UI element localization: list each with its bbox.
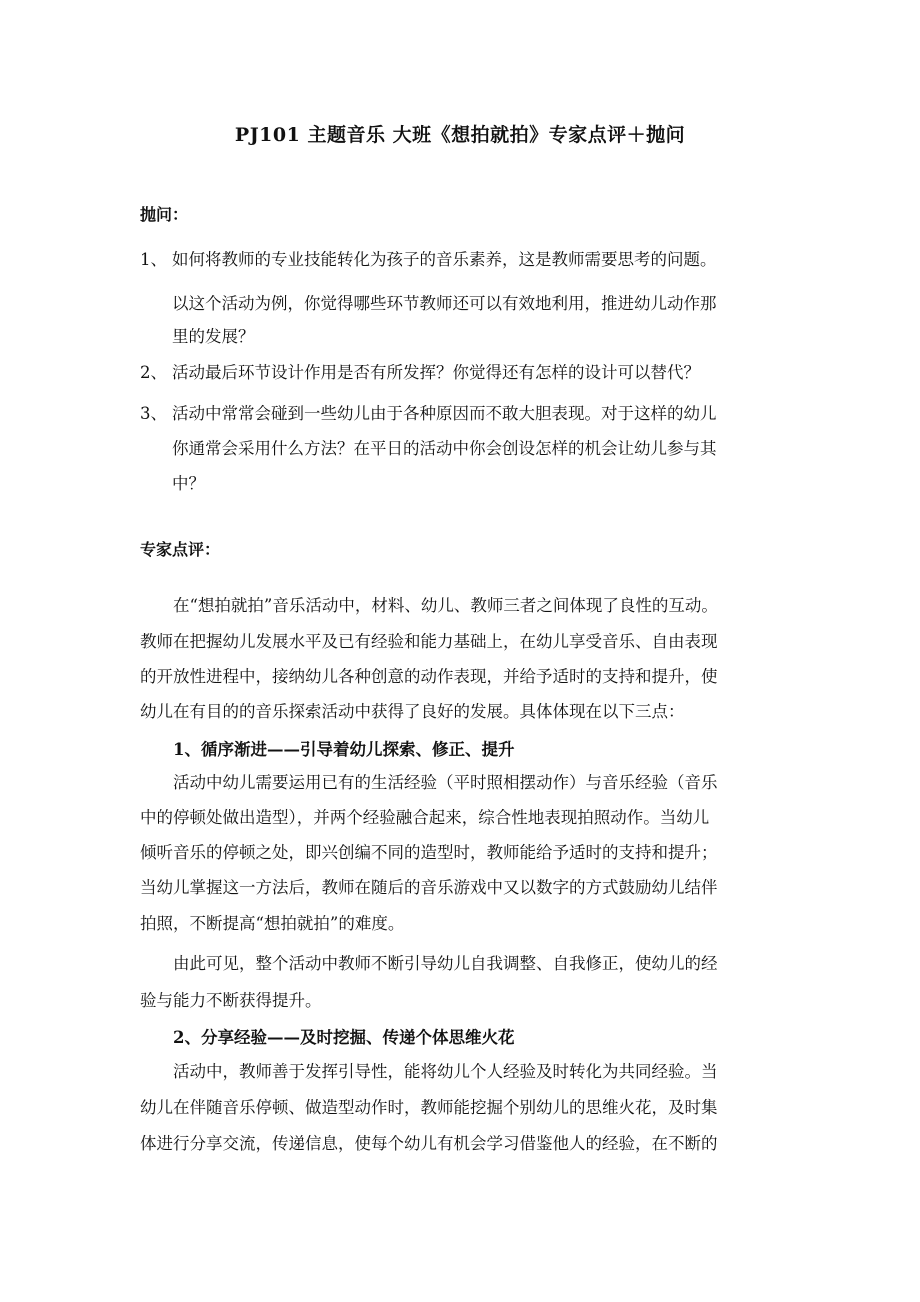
- point-2-line-1: 活动中，教师善于发挥引导性，能将幼儿个人经验及时转化为共同经验。当: [173, 1062, 718, 1081]
- point-1-summary-line-1: 由此可见，整个活动中教师不断引导幼儿自我调整、自我修正，使幼儿的经: [173, 954, 718, 973]
- question-3-line-2: 你通常会采用什么方法？在平日的活动中你会创设怎样的机会让幼儿参与其: [172, 439, 717, 458]
- question-2-number: 2、: [140, 363, 167, 382]
- intro-line-4: 幼儿在有目的的音乐探索活动中获得了良好的发展。具体体现在以下三点：: [140, 702, 685, 721]
- point-2-line-3: 体进行分享交流，传递信息，使每个幼儿有机会学习借鉴他人的经验，在不断的: [140, 1134, 718, 1153]
- point-1-line-4: 当幼儿掌握这一方法后，教师在随后的音乐游戏中又以数字的方式鼓励幼儿结伴: [140, 878, 718, 897]
- question-3-line-1: 活动中常常会碰到一些幼儿由于各种原因而不敢大胆表现。对于这样的幼儿: [172, 404, 717, 423]
- question-1-line-3: 里的发展？: [172, 327, 255, 346]
- intro-line-1: 在“想拍就拍”音乐活动中，材料、幼儿、教师三者之间体现了良性的互动。: [173, 596, 718, 615]
- questions-heading: 抛问：: [140, 205, 189, 224]
- question-1-line-2: 以这个活动为例，你觉得哪些环节教师还可以有效地利用，推进幼儿动作那: [172, 294, 717, 313]
- page-title: PJ101 主题音乐 大班《想拍就拍》专家点评＋抛问: [234, 124, 686, 146]
- question-2-line-1: 活动最后环节设计作用是否有所发挥？你觉得还有怎样的设计可以替代？: [172, 363, 700, 382]
- question-1-number: 1、: [140, 250, 167, 269]
- intro-line-3: 的开放性进程中，接纳幼儿各种创意的动作表现，并给予适时的支持和提升，使: [140, 667, 718, 686]
- comment-heading: 专家点评：: [140, 540, 221, 559]
- point-1-heading: 1、循序渐进——引导着幼儿探索、修正、提升: [173, 740, 515, 759]
- point-1-line-1: 活动中幼儿需要运用已有的生活经验（平时照相摆动作）与音乐经验（音乐: [173, 773, 718, 792]
- intro-line-2: 教师在把握幼儿发展水平及已有经验和能力基础上，在幼儿享受音乐、自由表现: [140, 632, 718, 651]
- point-1-line-5: 拍照，不断提高“想拍就拍”的难度。: [140, 914, 405, 933]
- point-1-line-2: 中的停顿处做出造型），并两个经验融合起来，综合性地表现拍照动作。当幼儿: [140, 808, 710, 827]
- point-1-line-3: 倾听音乐的停顿之处，即兴创编不同的造型时，教师能给予适时的支持和提升；: [140, 843, 718, 862]
- question-1-line-1: 如何将教师的专业技能转化为孩子的音乐素养，这是教师需要思考的问题。: [172, 250, 717, 269]
- question-3-number: 3、: [140, 404, 167, 423]
- point-2-line-2: 幼儿在伴随音乐停顿、做造型动作时，教师能挖掘个别幼儿的思维火花，及时集: [140, 1098, 718, 1117]
- point-1-summary-line-2: 验与能力不断获得提升。: [140, 991, 322, 1010]
- question-3-line-3: 中？: [172, 474, 205, 493]
- point-2-heading: 2、分享经验——及时挖掘、传递个体思维火花: [173, 1028, 515, 1047]
